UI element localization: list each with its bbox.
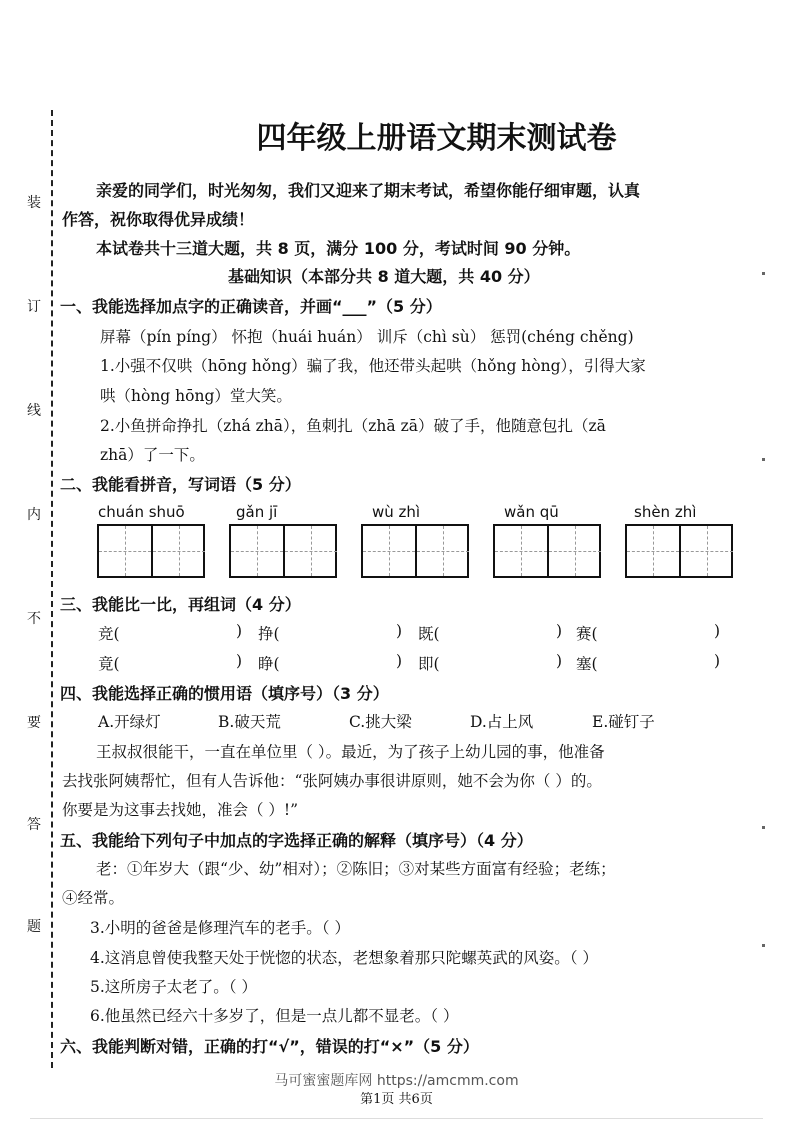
q4-option: C.挑大梁 xyxy=(349,713,412,731)
pinyin-label: shèn zhì xyxy=(634,503,697,521)
q3-item: 塞( xyxy=(576,655,598,673)
binding-char: 订 xyxy=(27,299,41,315)
writing-grid[interactable] xyxy=(493,524,601,578)
pinyin-label: gǎn jī xyxy=(236,503,278,521)
q3-item: 竟( xyxy=(98,655,120,673)
binding-char: 内 xyxy=(27,507,41,523)
footer-rule xyxy=(30,1118,763,1119)
writing-grid[interactable] xyxy=(97,524,205,578)
q4-heading: 四、我能选择正确的惯用语（填序号）（3 分） xyxy=(60,684,389,703)
q3-close: ) xyxy=(236,622,243,640)
intro-line-2: 作答，祝你取得优异成绩！ xyxy=(62,210,255,229)
q2-heading: 二、我能看拼音，写词语（5 分） xyxy=(60,475,301,494)
page-number: 第1页 共6页 xyxy=(360,1092,433,1107)
q5-heading: 五、我能给下列句子中加点的字选择正确的解释（填序号）（4 分） xyxy=(60,831,533,850)
q3-close: ) xyxy=(396,652,403,670)
q5-sentence-4: 4.这消息曾使我整天处于恍惚的状态，老想象着那只陀螺英武的风姿。（ ） xyxy=(90,949,598,967)
page-title: 四年级上册语文期末测试卷 xyxy=(256,121,617,156)
writing-grid[interactable] xyxy=(625,524,733,578)
binding-char: 线 xyxy=(27,403,41,419)
q4-option: B.破天荒 xyxy=(218,713,281,731)
q3-close: ) xyxy=(556,622,563,640)
q3-item: 挣( xyxy=(258,625,280,643)
pinyin-label: wǎn qū xyxy=(504,503,559,521)
q4-option: A.开绿灯 xyxy=(98,713,161,731)
q4-option: E.碰钉子 xyxy=(592,713,655,731)
pinyin-label: chuán shuō xyxy=(98,503,185,521)
q5-sentence-5: 5.这所房子太老了。（ ） xyxy=(90,978,257,996)
q5-sentence-6: 6.他虽然已经六十多岁了，但是一点儿都不显老。（ ） xyxy=(90,1007,459,1025)
q6-heading: 六、我能判断对错，正确的打“√”，错误的打“×”（5 分） xyxy=(60,1037,479,1056)
intro-line-3: 本试卷共十三道大题，共 8 页，满分 100 分，考试时间 90 分钟。 xyxy=(96,239,581,258)
binding-dashed-line xyxy=(51,110,53,1068)
q3-item: 睁( xyxy=(258,655,280,673)
q1-sentence-2a: 2.小鱼拼命挣扎（zhá zhā），鱼刺扎（zhā zā）破了手，他随意包扎（zā xyxy=(100,417,606,435)
q1-heading: 一、我能选择加点字的正确读音，并画“___”（5 分） xyxy=(60,297,442,316)
q4-paragraph-1: 王叔叔很能干，一直在单位里（ ）。最近，为了孩子上幼儿园的事，他准备 xyxy=(96,743,605,761)
q4-option: D.占上风 xyxy=(470,713,534,731)
q1-sentence-1a: 1.小强不仅哄（hōng hǒng）骗了我，他还带头起哄（hǒng hòng），引得大家 xyxy=(100,357,646,375)
q5-definition-2: ④经常。 xyxy=(62,889,125,907)
binding-char: 题 xyxy=(27,919,41,935)
q3-item: 赛( xyxy=(576,625,598,643)
q3-close: ) xyxy=(556,652,563,670)
binding-char: 不 xyxy=(27,611,41,627)
q3-close: ) xyxy=(236,652,243,670)
binding-char: 装 xyxy=(27,195,41,211)
part-heading: 基础知识（本部分共 8 道大题，共 40 分） xyxy=(228,267,540,286)
writing-grid[interactable] xyxy=(361,524,469,578)
q4-paragraph-2: 去找张阿姨帮忙，但有人告诉他：“张阿姨办事很讲原则，她不会为你（ ）的。 xyxy=(62,772,602,790)
q5-sentence-3: 3.小明的爸爸是修理汽车的老手。（ ） xyxy=(90,919,350,937)
q4-paragraph-3: 你要是为这事去找她，准会（ ）!” xyxy=(62,801,299,819)
q3-close: ) xyxy=(714,652,721,670)
watermark: 马可蜜蜜题库网 https://amcmm.com xyxy=(274,1073,519,1089)
binding-char: 答 xyxy=(27,817,41,833)
q3-item: 即( xyxy=(418,655,440,673)
q3-item: 既( xyxy=(418,625,440,643)
q1-sentence-1b: 哄（hòng hōng）堂大笑。 xyxy=(100,387,292,405)
intro-line-1: 亲爱的同学们，时光匆匆，我们又迎来了期末考试，希望你能仔细审题，认真 xyxy=(96,181,641,200)
q3-close: ) xyxy=(714,622,721,640)
q1-words: 屏幕（pín píng） 怀抱（huái huán） 训斥（chì sù） 惩罚(chéng chěng) xyxy=(100,328,634,346)
q3-close: ) xyxy=(396,622,403,640)
q1-sentence-2b: zhā）了一下。 xyxy=(100,446,205,464)
binding-char: 要 xyxy=(27,715,41,731)
q3-item: 竞( xyxy=(98,625,120,643)
q5-definition-1: 老：①年岁大（跟“少、幼”相对）；②陈旧；③对某些方面富有经验；老练； xyxy=(96,860,616,878)
pinyin-label: wù zhì xyxy=(372,503,421,521)
writing-grid[interactable] xyxy=(229,524,337,578)
q3-heading: 三、我能比一比，再组词（4 分） xyxy=(60,595,301,614)
edge-mark xyxy=(762,826,765,829)
